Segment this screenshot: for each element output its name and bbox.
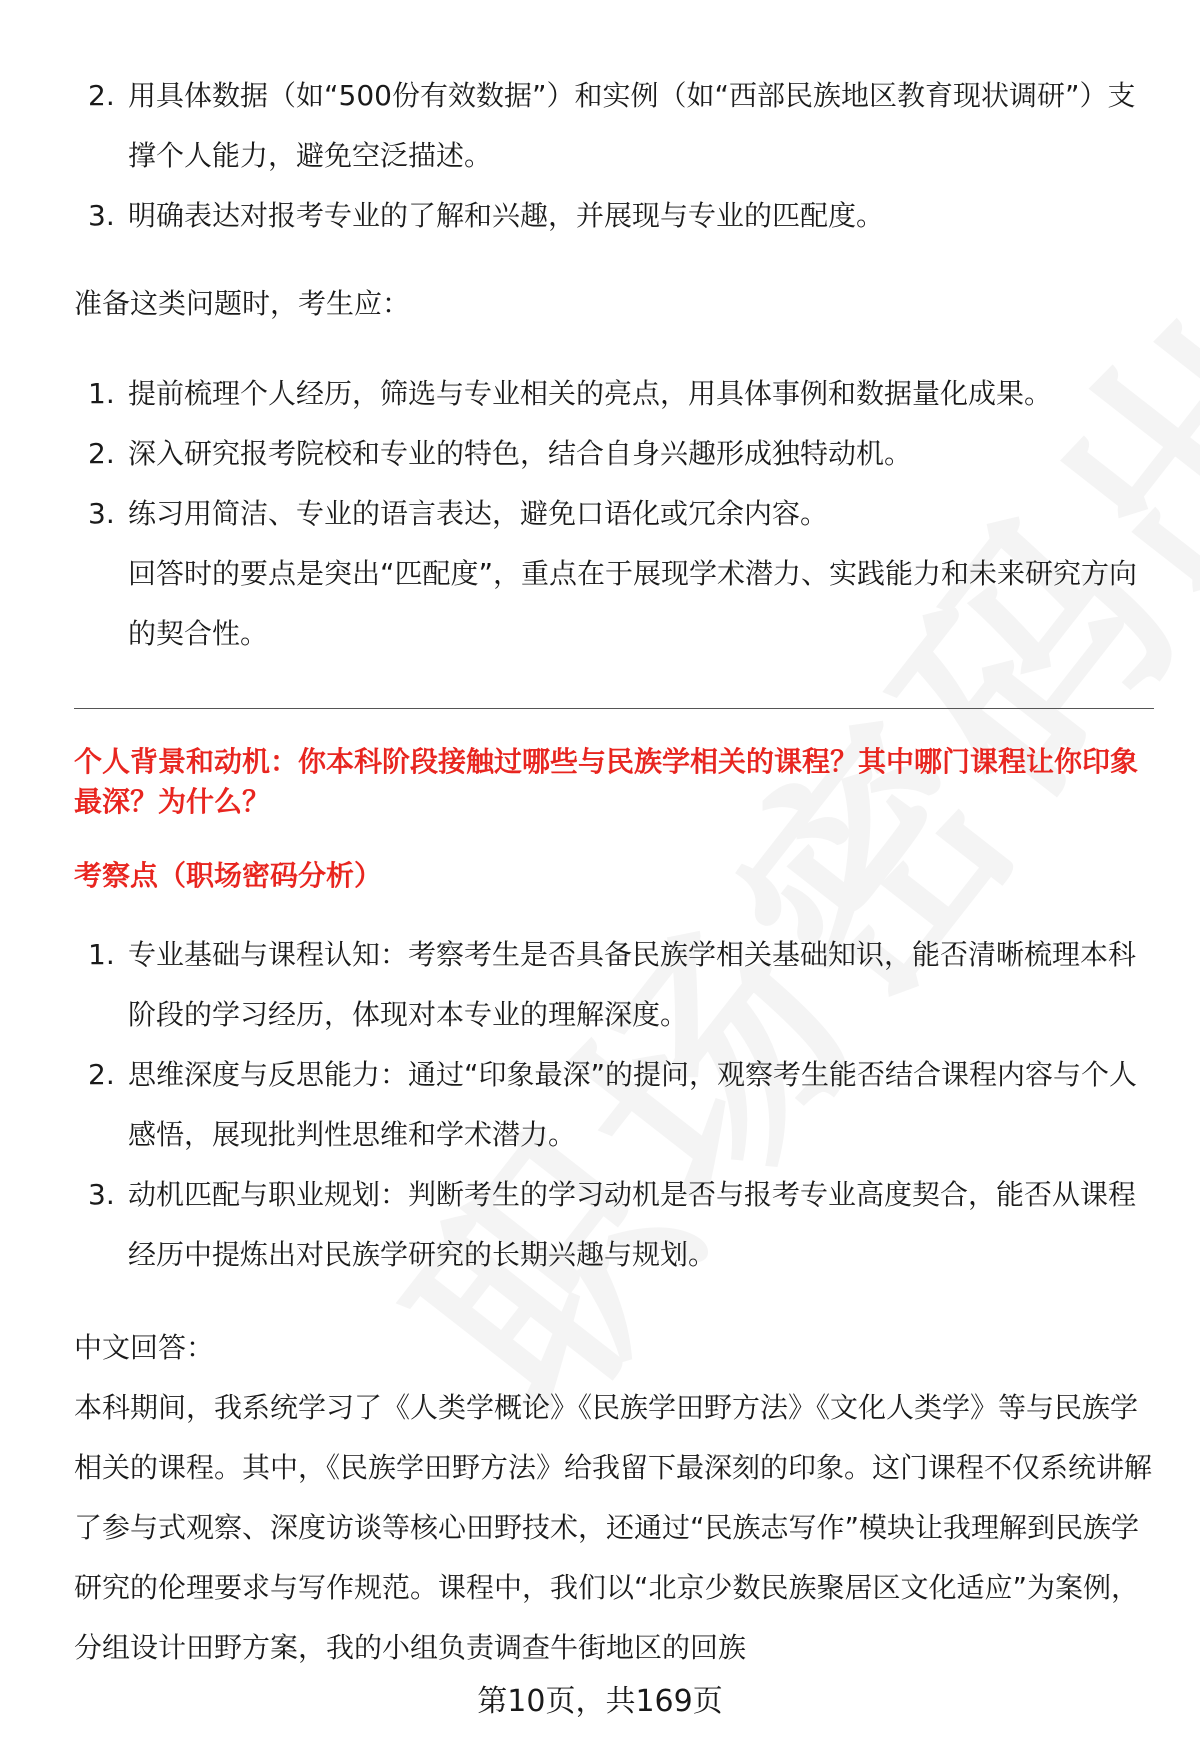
analysis-heading-block bbox=[74, 856, 1154, 896]
list-number: 1. bbox=[88, 938, 115, 971]
list-text: 思维深度与反思能力：通过“印象最深”的提问，观察考生能否结合课程内容与个人感悟，展现批判性思维和学术潜力。 bbox=[128, 1058, 1138, 1151]
list-item bbox=[74, 1165, 1154, 1285]
list-number: 2. bbox=[88, 1058, 115, 1091]
question-block bbox=[74, 742, 1154, 822]
top-list bbox=[74, 66, 1154, 246]
answer-block bbox=[74, 1318, 1154, 1678]
list-text: 提前梳理个人经历，筛选与专业相关的亮点，用具体事例和数据量化成果。 bbox=[128, 377, 1053, 410]
prepare-intro-block bbox=[74, 274, 1154, 334]
prepare-intro: 准备这类问题时，考生应： bbox=[74, 287, 411, 320]
top-list-block bbox=[74, 66, 1154, 246]
list-item bbox=[74, 484, 1154, 544]
list-number: 1. bbox=[88, 377, 115, 410]
list-item bbox=[74, 1045, 1154, 1165]
list-text: 明确表达对报考专业的了解和兴趣，并展现与专业的匹配度。 bbox=[128, 199, 885, 232]
question-title: 个人背景和动机：你本科阶段接触过哪些与民族学相关的课程？其中哪门课程让你印象最深？为什么？ bbox=[74, 745, 1139, 818]
list-text: 专业基础与课程认知：考察考生是否具备民族学相关基础知识，能否清晰梳理本科阶段的学习经历，体现对本专业的理解深度。 bbox=[128, 938, 1137, 1031]
list-item bbox=[74, 186, 1154, 246]
list-text: 用具体数据（如“500份有效数据”）和实例（如“西部民族地区教育现状调研”）支撑个人能力，避免空泛描述。 bbox=[128, 79, 1136, 172]
list-number: 2. bbox=[88, 79, 115, 112]
list-number: 3. bbox=[88, 497, 115, 530]
prepare-note: 回答时的要点是突出“匹配度”，重点在于展现学术潜力、实践能力和未来研究方向的契合性。 bbox=[128, 557, 1138, 650]
list-number: 3. bbox=[88, 199, 115, 232]
list-text: 动机匹配与职业规划：判断考生的学习动机是否与报考专业高度契合，能否从课程经历中提炼出对民族学研究的长期兴趣与规划。 bbox=[128, 1178, 1137, 1271]
analysis-list bbox=[74, 925, 1154, 1285]
analysis-heading: 考察点（职场密码分析） bbox=[74, 859, 383, 892]
prepare-list bbox=[74, 364, 1154, 544]
list-item bbox=[74, 364, 1154, 424]
prepare-list-block bbox=[74, 364, 1154, 664]
section-divider bbox=[74, 708, 1154, 709]
list-item bbox=[74, 66, 1154, 186]
list-item bbox=[74, 424, 1154, 484]
page-footer: 第10页，共169页 bbox=[477, 1684, 723, 1719]
analysis-list-block bbox=[74, 925, 1154, 1285]
list-number: 2. bbox=[88, 437, 115, 470]
list-number: 3. bbox=[88, 1178, 115, 1211]
answer-text: 本科期间，我系统学习了《人类学概论》《民族学田野方法》《文化人类学》等与民族学相关的课程。其中，《民族学田野方法》给我留下最深刻的印象。这门课程不仅系统讲解了参与式观察、深度访谈等核心田野技术，还通过“民族志写作”模块让我理解到民族学研究的伦理要求与写作规范。课程中，我们以“北京少数民族聚居区文化适应”为案例，分组设计田野方案，我的小组负责调查牛街地区的回族 bbox=[74, 1391, 1153, 1664]
list-item bbox=[74, 925, 1154, 1045]
list-text: 练习用简洁、专业的语言表达，避免口语化或冗余内容。 bbox=[128, 497, 829, 530]
answer-heading: 中文回答： bbox=[74, 1331, 215, 1364]
list-text: 深入研究报考院校和专业的特色，结合自身兴趣形成独特动机。 bbox=[128, 437, 913, 470]
